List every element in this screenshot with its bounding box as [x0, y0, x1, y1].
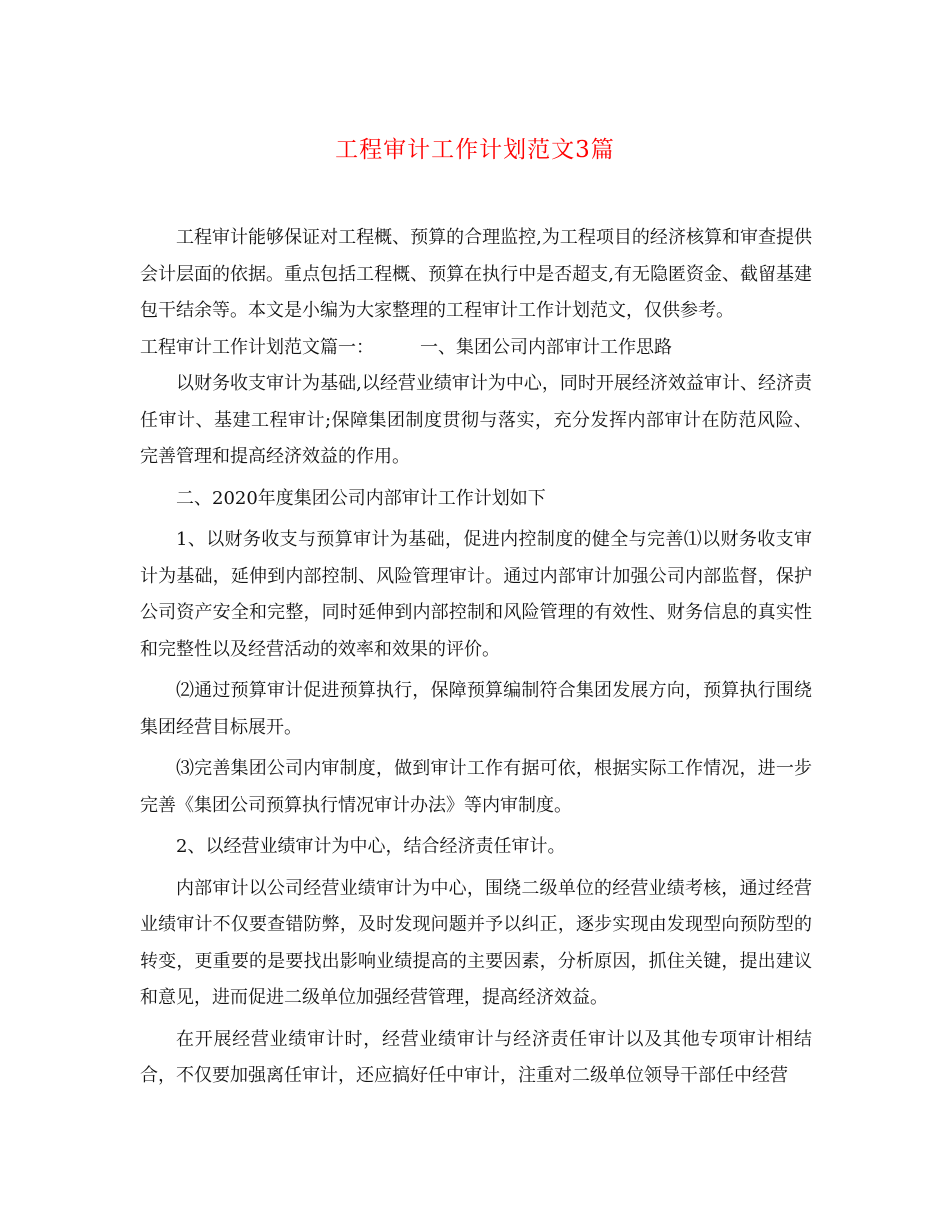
paragraph: 在开展经营业绩审计时，经营业绩审计与经济责任审计以及其他专项审计相结合，不仅要加强离任审计，还应搞好任中审计，注重对二级单位领导干部任中经营: [140, 1028, 812, 1086]
paragraph: 2、以经营业绩审计为中心，结合经济责任审计。: [176, 836, 566, 857]
document-body: [140, 220, 812, 1095]
paragraph: ⑶完善集团公司内审制度，做到审计工作有据可依，根据实际工作情况，进一步完善《集团公司预算执行情况审计办法》等内审制度。: [140, 758, 812, 816]
paragraph: 1、以财务收支与预算审计为基础，促进内控制度的健全与完善⑴以财务收支审计为基础，延伸到内部控制、风险管理审计。通过内部审计加强公司内部监督，保护公司资产安全和完整，同时延伸到内部控制和风险管理的有效性、财务信息的真实性和完整性以及经营活动的效率和效果的评价。: [140, 529, 812, 660]
paragraph: 二、2020年度集团公司内部审计工作计划如下: [176, 487, 546, 509]
section-heading: 一、集团公司内部审计工作思路: [420, 336, 672, 358]
section-label: 工程审计工作计划范文篇一：: [140, 336, 374, 358]
document-title: 工程审计工作计划范文3篇: [335, 137, 615, 163]
paragraph: 以财务收支审计为基础,以经营业绩审计为中心，同时开展经济效益审计、经济责任审计、基建工程审计;保障集团制度贯彻与落实，充分发挥内部审计在防范风险、完善管理和提高经济效益的作用。: [140, 373, 812, 467]
paragraph: ⑵通过预算审计促进预算执行，保障预算编制符合集团发展方向，预算执行围绕集团经营目标展开。: [140, 680, 812, 738]
intro-paragraph: 工程审计能够保证对工程概、预算的合理监控,为工程项目的经济核算和审查提供会计层面的依据。重点包括工程概、预算在执行中是否超支,有无隐匿资金、截留基建包干结余等。本文是小编为大家整理的工程审计工作计划范文，仅供参考。: [140, 227, 812, 321]
section-line: [140, 330, 812, 367]
paragraph: 内部审计以公司经营业绩审计为中心，围绕二级单位的经营业绩考核，通过经营业绩审计不仅要查错防弊，及时发现问题并予以纠正，逐步实现由发现型向预防型的转变，更重要的是要找出影响业绩提高的主要因素，分析原因，抓住关键，提出建议和意见，进而促进二级单位加强经营管理，提高经济效益。: [140, 877, 812, 1008]
